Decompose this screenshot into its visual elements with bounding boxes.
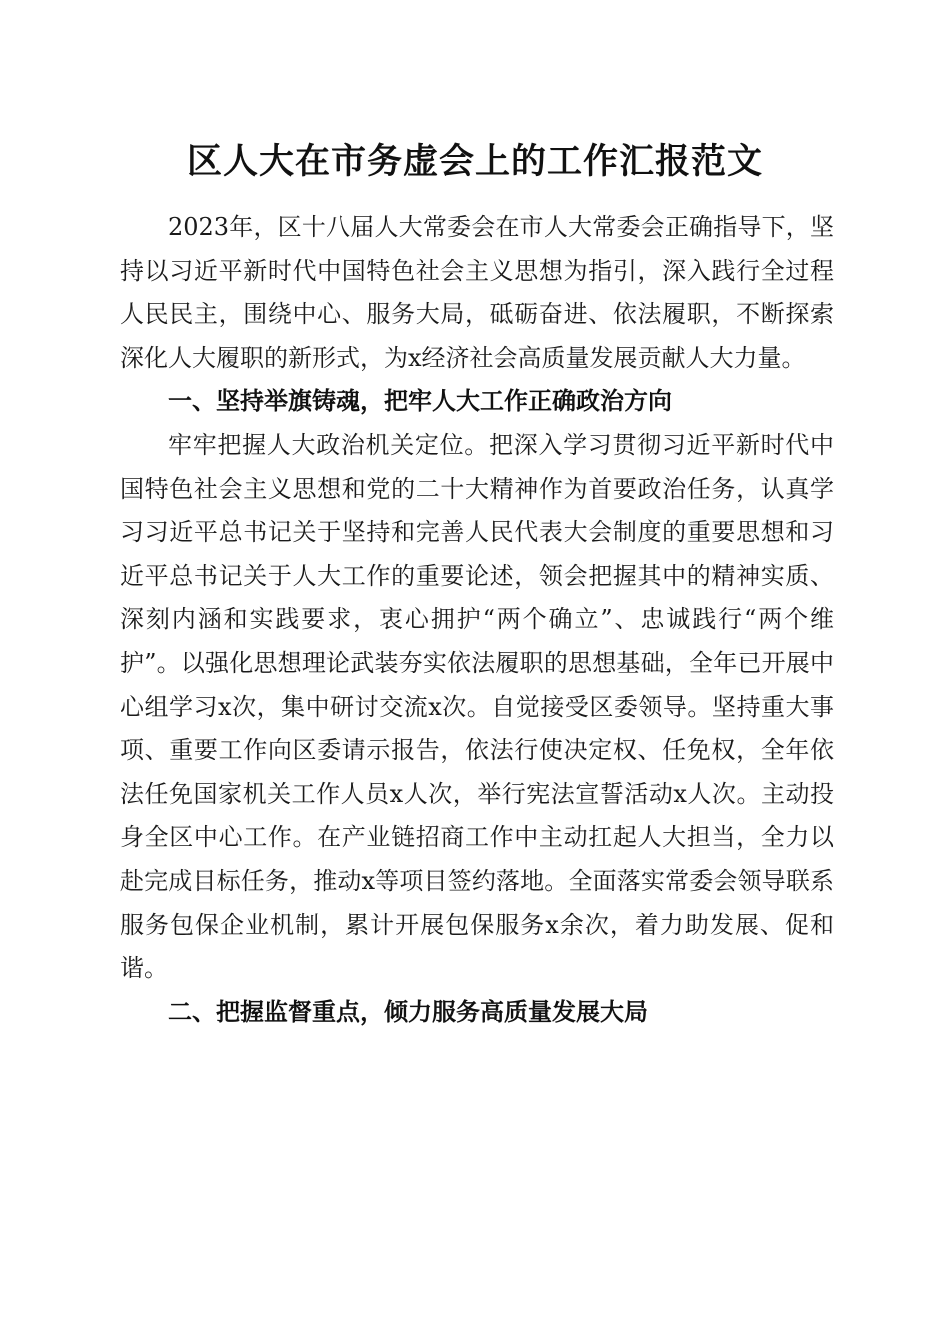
document-title: 区人大在市务虚会上的工作汇报范文: [186, 141, 763, 182]
document-body: [120, 206, 834, 1034]
section-1-heading: 一、坚持举旗铸魂，把牢人大工作正确政治方向: [168, 387, 672, 416]
section-1-paragraph: 牢牢把握人大政治机关定位。把深入学习贯彻习近平新时代中国特色社会主义思想和党的二十大精神作为首要政治任务，认真学习习近平总书记关于坚持和完善人民代表大会制度的重要思想和习近平总书记关于人大工作的重要论述，领会把握其中的精神实质、深刻内涵和实践要求，衷心拥护“两个确立”、忠诚践行“两个维护”。以强化思想理论武装夯实依法履职的思想基础，全年已开展中心组学习x次，集中研讨交流x次。自觉接受区委领导。坚持重大事项、重要工作向区委请示报告，依法行使决定权、任免权，全年依法任免国家机关工作人员x人次，举行宪法宣誓活动x人次。主动投身全区中心工作。在产业链招商工作中主动扛起人大担当，全力以赴完成目标任务，推动x等项目签约落地。全面落实常委会领导联系服务包保企业机制，累计开展包保服务x余次，着力助发展、促和谐。: [120, 430, 834, 983]
section-2-heading: 二、把握监督重点，倾力服务高质量发展大局: [168, 997, 648, 1026]
intro-paragraph: 2023年，区十八届人大常委会在市人大常委会正确指导下，坚持以习近平新时代中国特色社会主义思想为指引，深入践行全过程人民民主，围绕中心、服务大局，砥砺奋进、依法履职，不断探索深化人大履职的新形式，为x经济社会高质量发展贡献人大力量。: [120, 213, 834, 372]
